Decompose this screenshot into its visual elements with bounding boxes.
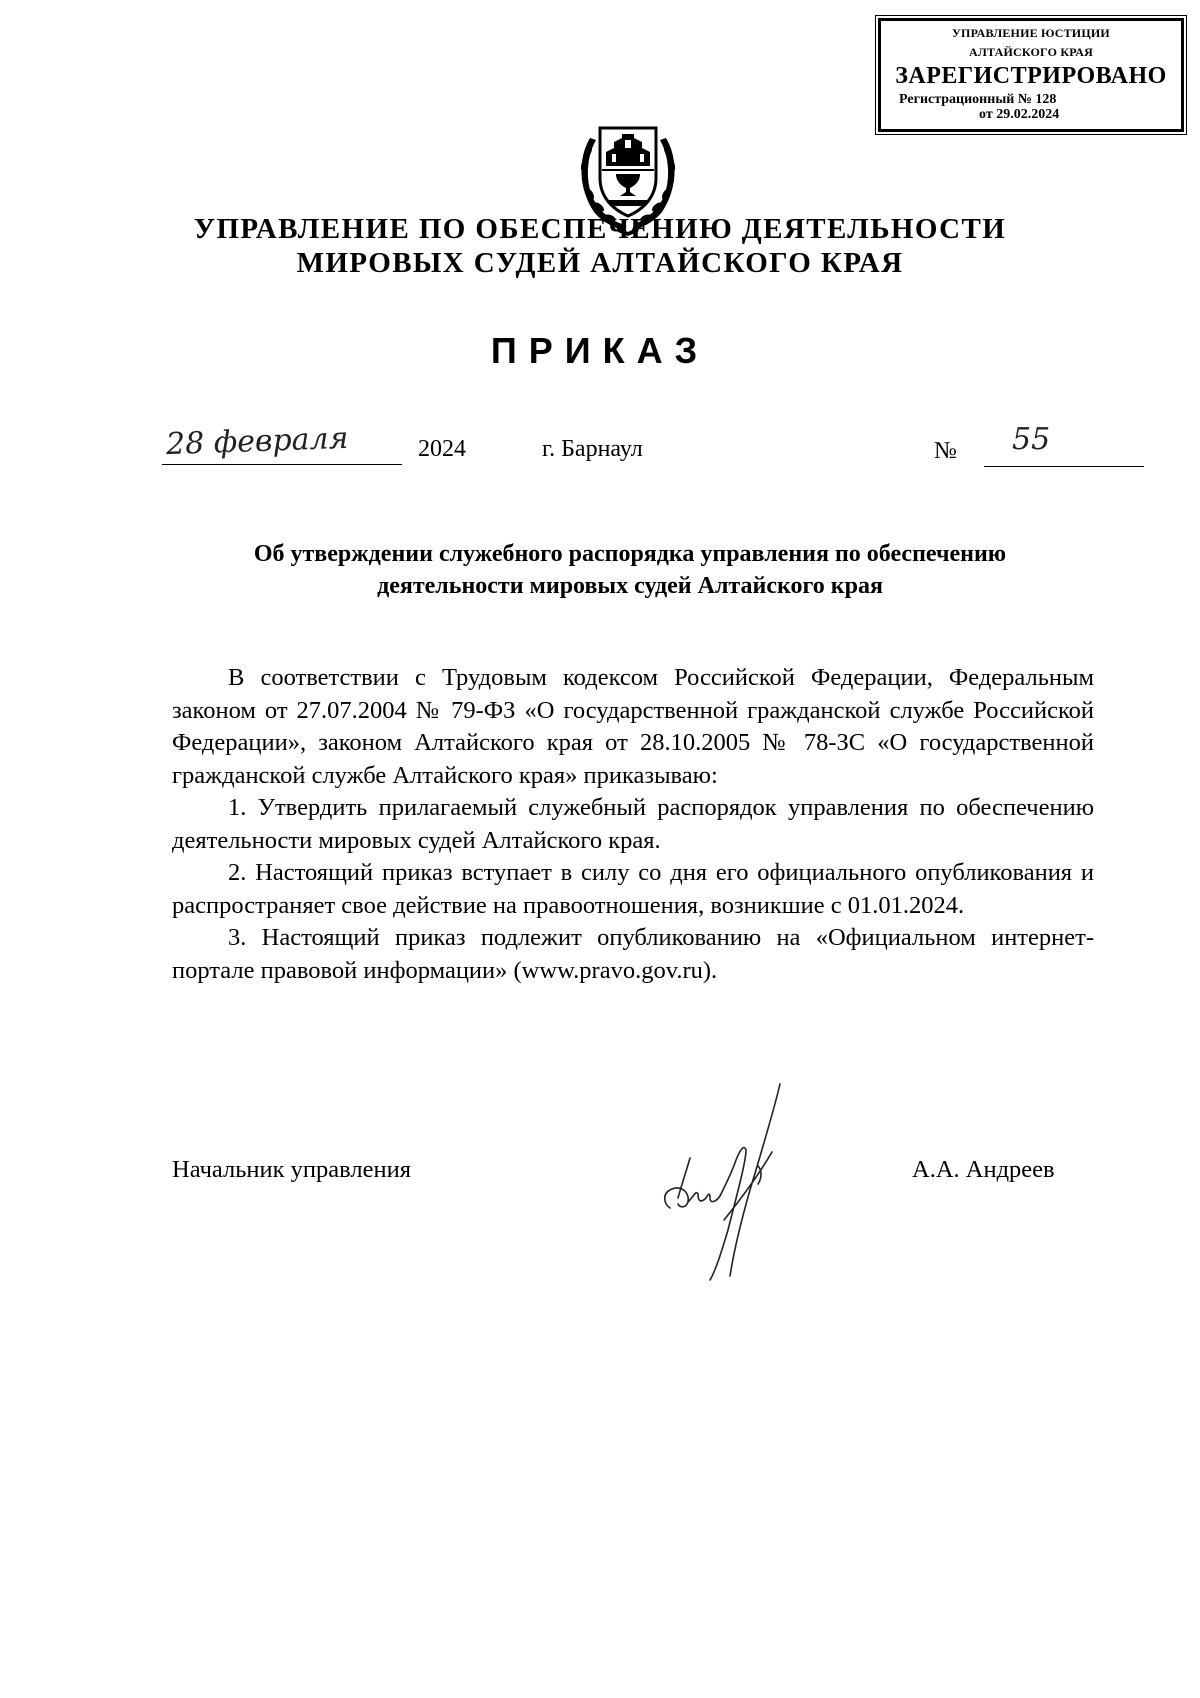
- signatory-name: А.А. Андреев: [912, 1156, 1055, 1183]
- number-underline: [984, 466, 1144, 467]
- body-paragraph-preamble: В соответствии с Трудовым кодексом Российской Федерации, Федеральным законом от 27.07.2004 № 79-ФЗ «О государственной гражданской службе Российской Федерации», законом Алтайского края от 28.10.2005 № 78-ЗС «О государственной гражданской службе Алтайского края» приказываю:: [172, 664, 1094, 789]
- document-title-line1: Об утверждении служебного распорядка управления по обеспечению: [253, 541, 1007, 567]
- organization-name-line1: УПРАВЛЕНИЕ ПО ОБЕСПЕЧЕНИЮ ДЕЯТЕЛЬНОСТИ: [193, 213, 1007, 245]
- stamp-status: ЗАРЕГИСТРИРОВАНО: [895, 63, 1167, 89]
- stamp-organization-line2: АЛТАЙСКОГО КРАЯ: [969, 45, 1093, 59]
- body-paragraph-item-2: 2. Настоящий приказ вступает в силу со дня его официального опубликования и распространяет свое действие на правоотношения, возникшие с 01.01.2024.: [172, 859, 1094, 919]
- registration-stamp: [878, 18, 1184, 132]
- number-label: №: [934, 438, 957, 464]
- handwritten-date: 28 февраля: [165, 420, 350, 463]
- year: 2024: [418, 436, 466, 462]
- document-type: ПРИКАЗ: [490, 330, 710, 371]
- handwritten-number: 55: [1012, 422, 1051, 457]
- document-title-line2: деятельности мировых судей Алтайского края: [377, 573, 883, 599]
- body-paragraph-item-3: 3. Настоящий приказ подлежит опубликованию на «Официальном интернет-портале правовой информации» (www.pravo.gov.ru).: [172, 924, 1094, 984]
- stamp-organization-line1: УПРАВЛЕНИЕ ЮСТИЦИИ: [952, 26, 1110, 40]
- signatory-position: Начальник управления: [172, 1156, 411, 1183]
- document-body: [172, 662, 1094, 987]
- number-field: [984, 422, 1144, 466]
- stamp-registration-date: от 29.02.2024: [979, 107, 1060, 122]
- organization-name-line2: МИРОВЫХ СУДЕЙ АЛТАЙСКОГО КРАЯ: [296, 247, 904, 279]
- city: г. Барнаул: [542, 436, 643, 462]
- date-field: [162, 420, 402, 464]
- body-paragraph-item-1: 1. Утвердить прилагаемый служебный распорядок управления по обеспечению деятельности мировых судей Алтайского края.: [172, 794, 1094, 854]
- handwritten-signature: [650, 1080, 850, 1300]
- date-underline: [162, 464, 402, 465]
- stamp-registration-number: Регистрационный № 128: [899, 92, 1057, 107]
